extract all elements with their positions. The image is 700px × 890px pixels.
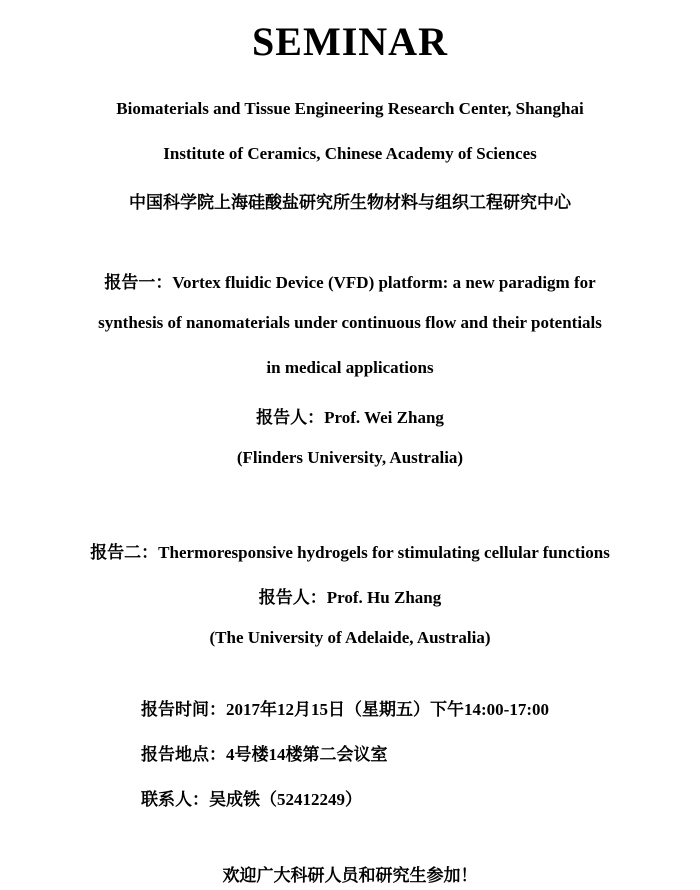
talk1-speaker: 报告人：Prof. Wei Zhang bbox=[256, 408, 444, 427]
institution-chinese: 中国科学院上海硅酸盐研究所生物材料与组织工程研究中心 bbox=[129, 193, 571, 213]
seminar-time: 报告时间：2017年12月15日（星期五）下午14:00-17:00 bbox=[141, 700, 549, 719]
institution-line-1: Biomaterials and Tissue Engineering Research Center, Shanghai bbox=[116, 99, 584, 118]
institution-line-2: Institute of Ceramics, Chinese Academy of Sciences bbox=[163, 144, 537, 163]
talk2-speaker: 报告人：Prof. Hu Zhang bbox=[258, 588, 442, 607]
seminar-contact: 联系人：吴成铁（52412249） bbox=[141, 790, 362, 809]
talk1-title-line-2: synthesis of nanomaterials under continuous flow and their potentials bbox=[98, 313, 602, 332]
talk1-title-line-1: 报告一：Vortex fluidic Device (VFD) platform: a new paradigm for bbox=[104, 273, 596, 292]
talk2-affiliation: (The University of Adelaide, Australia) bbox=[209, 628, 491, 647]
talk1-title-line-3: in medical applications bbox=[266, 358, 434, 377]
seminar-location: 报告地点：4号楼14楼第二会议室 bbox=[141, 745, 388, 764]
talk1-affiliation: (Flinders University, Australia) bbox=[236, 448, 464, 467]
talk2-title: 报告二：Thermoresponsive hydrogels for stimulating cellular functions bbox=[90, 543, 610, 562]
page-title: SEMINAR bbox=[252, 19, 448, 64]
footer-welcome: 欢迎广大科研人员和研究生参加！ bbox=[222, 866, 478, 886]
